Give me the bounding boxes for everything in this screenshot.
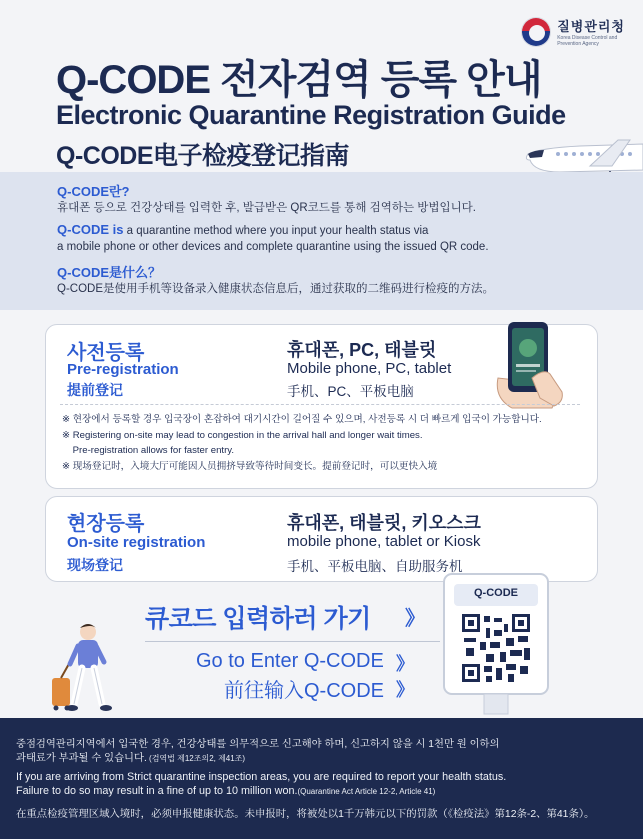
notice-ko-line-1: 중점검역관리지역에서 입국한 경우, 건강상태를 의무적으로 신고해야 하며, 신고하지 않을 시 1천만 원 이하의 [16,739,500,750]
notice-en-line-1: If you are arriving from Strict quarantine inspection areas, you are required to report your health status. [16,771,507,783]
note-ko: ※ 현장에서 등록할 경우 입국장이 혼잡하여 대기시간이 길어질 수 있으며, 사전등록 시 더 빠르게 입국이 가능합니다. [62,414,542,425]
onsite-registration-title-ko: 현장등록 [67,513,145,535]
info-answer-en-2: a mobile phone or other devices and complete quarantine using the issued QR code. [57,241,489,253]
onsite-devices-ko: 휴대폰, 태블릿, 키오스크 [287,513,481,533]
pre-registration-title-en: Pre-registration [67,361,179,378]
onsite-registration-title-en: On-site registration [67,534,206,551]
traveler-with-suitcase-icon [48,618,123,718]
notice-en-line-2: Failure to do so may result in a fine of up to 10 million won. [16,785,298,797]
pre-registration-title-ko: 사전등록 [67,342,145,364]
notice-ko-line-2: 과태료가 부과될 수 있습니다. [16,753,147,764]
qcode-kiosk[interactable] [440,572,552,718]
notice-korean [16,738,626,766]
title-english: Electronic Quarantine Registration Guide [56,100,566,130]
info-question-zh: Q-CODE是什么？ [57,265,162,280]
notice-english [16,770,636,799]
pre-devices-ko: 휴대폰, PC, 태블릿 [287,340,437,360]
go-to-qcode-link-zh[interactable]: 前往输入Q-CODE [224,680,384,702]
chevron-right-icon: 》 [396,654,414,674]
title-korean: Q-CODE 전자검역 등록 안내 [56,58,542,102]
info-answer-zh: Q-CODE是使用手机等设备录入健康状态信息后，通过获取的二维码进行检疫的方法。 [57,283,494,295]
onsite-devices-zh: 手机、平板电脑、自助服务机 [287,559,463,574]
pre-devices-zh: 手机、PC、平板电脑 [287,384,414,399]
go-link-divider [145,641,440,642]
notes-divider [60,404,580,405]
agency-name-en-2: Prevention Agency [557,41,599,47]
agency-name-en-1: Korea Disease Control and [557,35,618,41]
phone-in-hand-icon [492,318,572,410]
kiosk-label: Q-CODE [474,587,518,599]
info-question-en: Q-CODE is [57,222,124,237]
note-zh: ※ 现场登记时，入境大厅可能因人员拥挤导致等待时间变长。提前登记时，可以更快入境 [62,460,438,472]
chevron-right-icon: 》 [396,680,414,700]
chevron-right-icon: 》 [405,608,425,630]
info-chinese [57,262,494,297]
agency-logo [521,16,625,47]
info-answer-en-1: a quarantine method where you input your health status via [123,225,429,237]
go-to-qcode-link-ko[interactable]: 큐코드 입력하러 가기 [145,605,371,633]
notice-chinese: 在重点检疫管理区域入境时，必须申报健康状态。未申报时，将被处以1千万韩元以下的罚款（《检疫法》第12条-2、第41条）。 [16,809,595,820]
note-en-1: ※ Registering on-site may lead to congestion in the arrival hall and longer wait times. [62,429,423,441]
info-question-ko: Q-CODE란? [57,184,130,199]
pre-registration-title-zh: 提前登记 [67,382,123,398]
onsite-registration-title-zh: 现场登记 [67,557,123,573]
notice-en-reference: (Quarantine Act Article 12-2, Article 41) [297,787,436,796]
info-english [57,222,489,255]
go-to-qcode-link-en[interactable]: Go to Enter Q-CODE [196,650,384,672]
info-korean [57,181,476,216]
info-answer-ko: 휴대폰 등으로 건강상태를 입력한 후, 발급받은 QR코드를 통해 검역하는 방법입니다. [57,202,476,214]
pre-registration-notes [62,412,592,474]
notice-ko-reference: (검역법 제12조의2, 제41조) [146,754,246,763]
pre-devices-en: Mobile phone, PC, tablet [287,360,452,377]
agency-name-ko: 질병관리청 [557,19,625,34]
note-en-2: Pre-registration allows for faster entry. [62,445,235,456]
title-chinese: Q-CODE电子检疫登记指南 [56,142,350,170]
onsite-devices-en: mobile phone, tablet or Kiosk [287,533,481,550]
kdca-emblem-icon [521,17,551,47]
